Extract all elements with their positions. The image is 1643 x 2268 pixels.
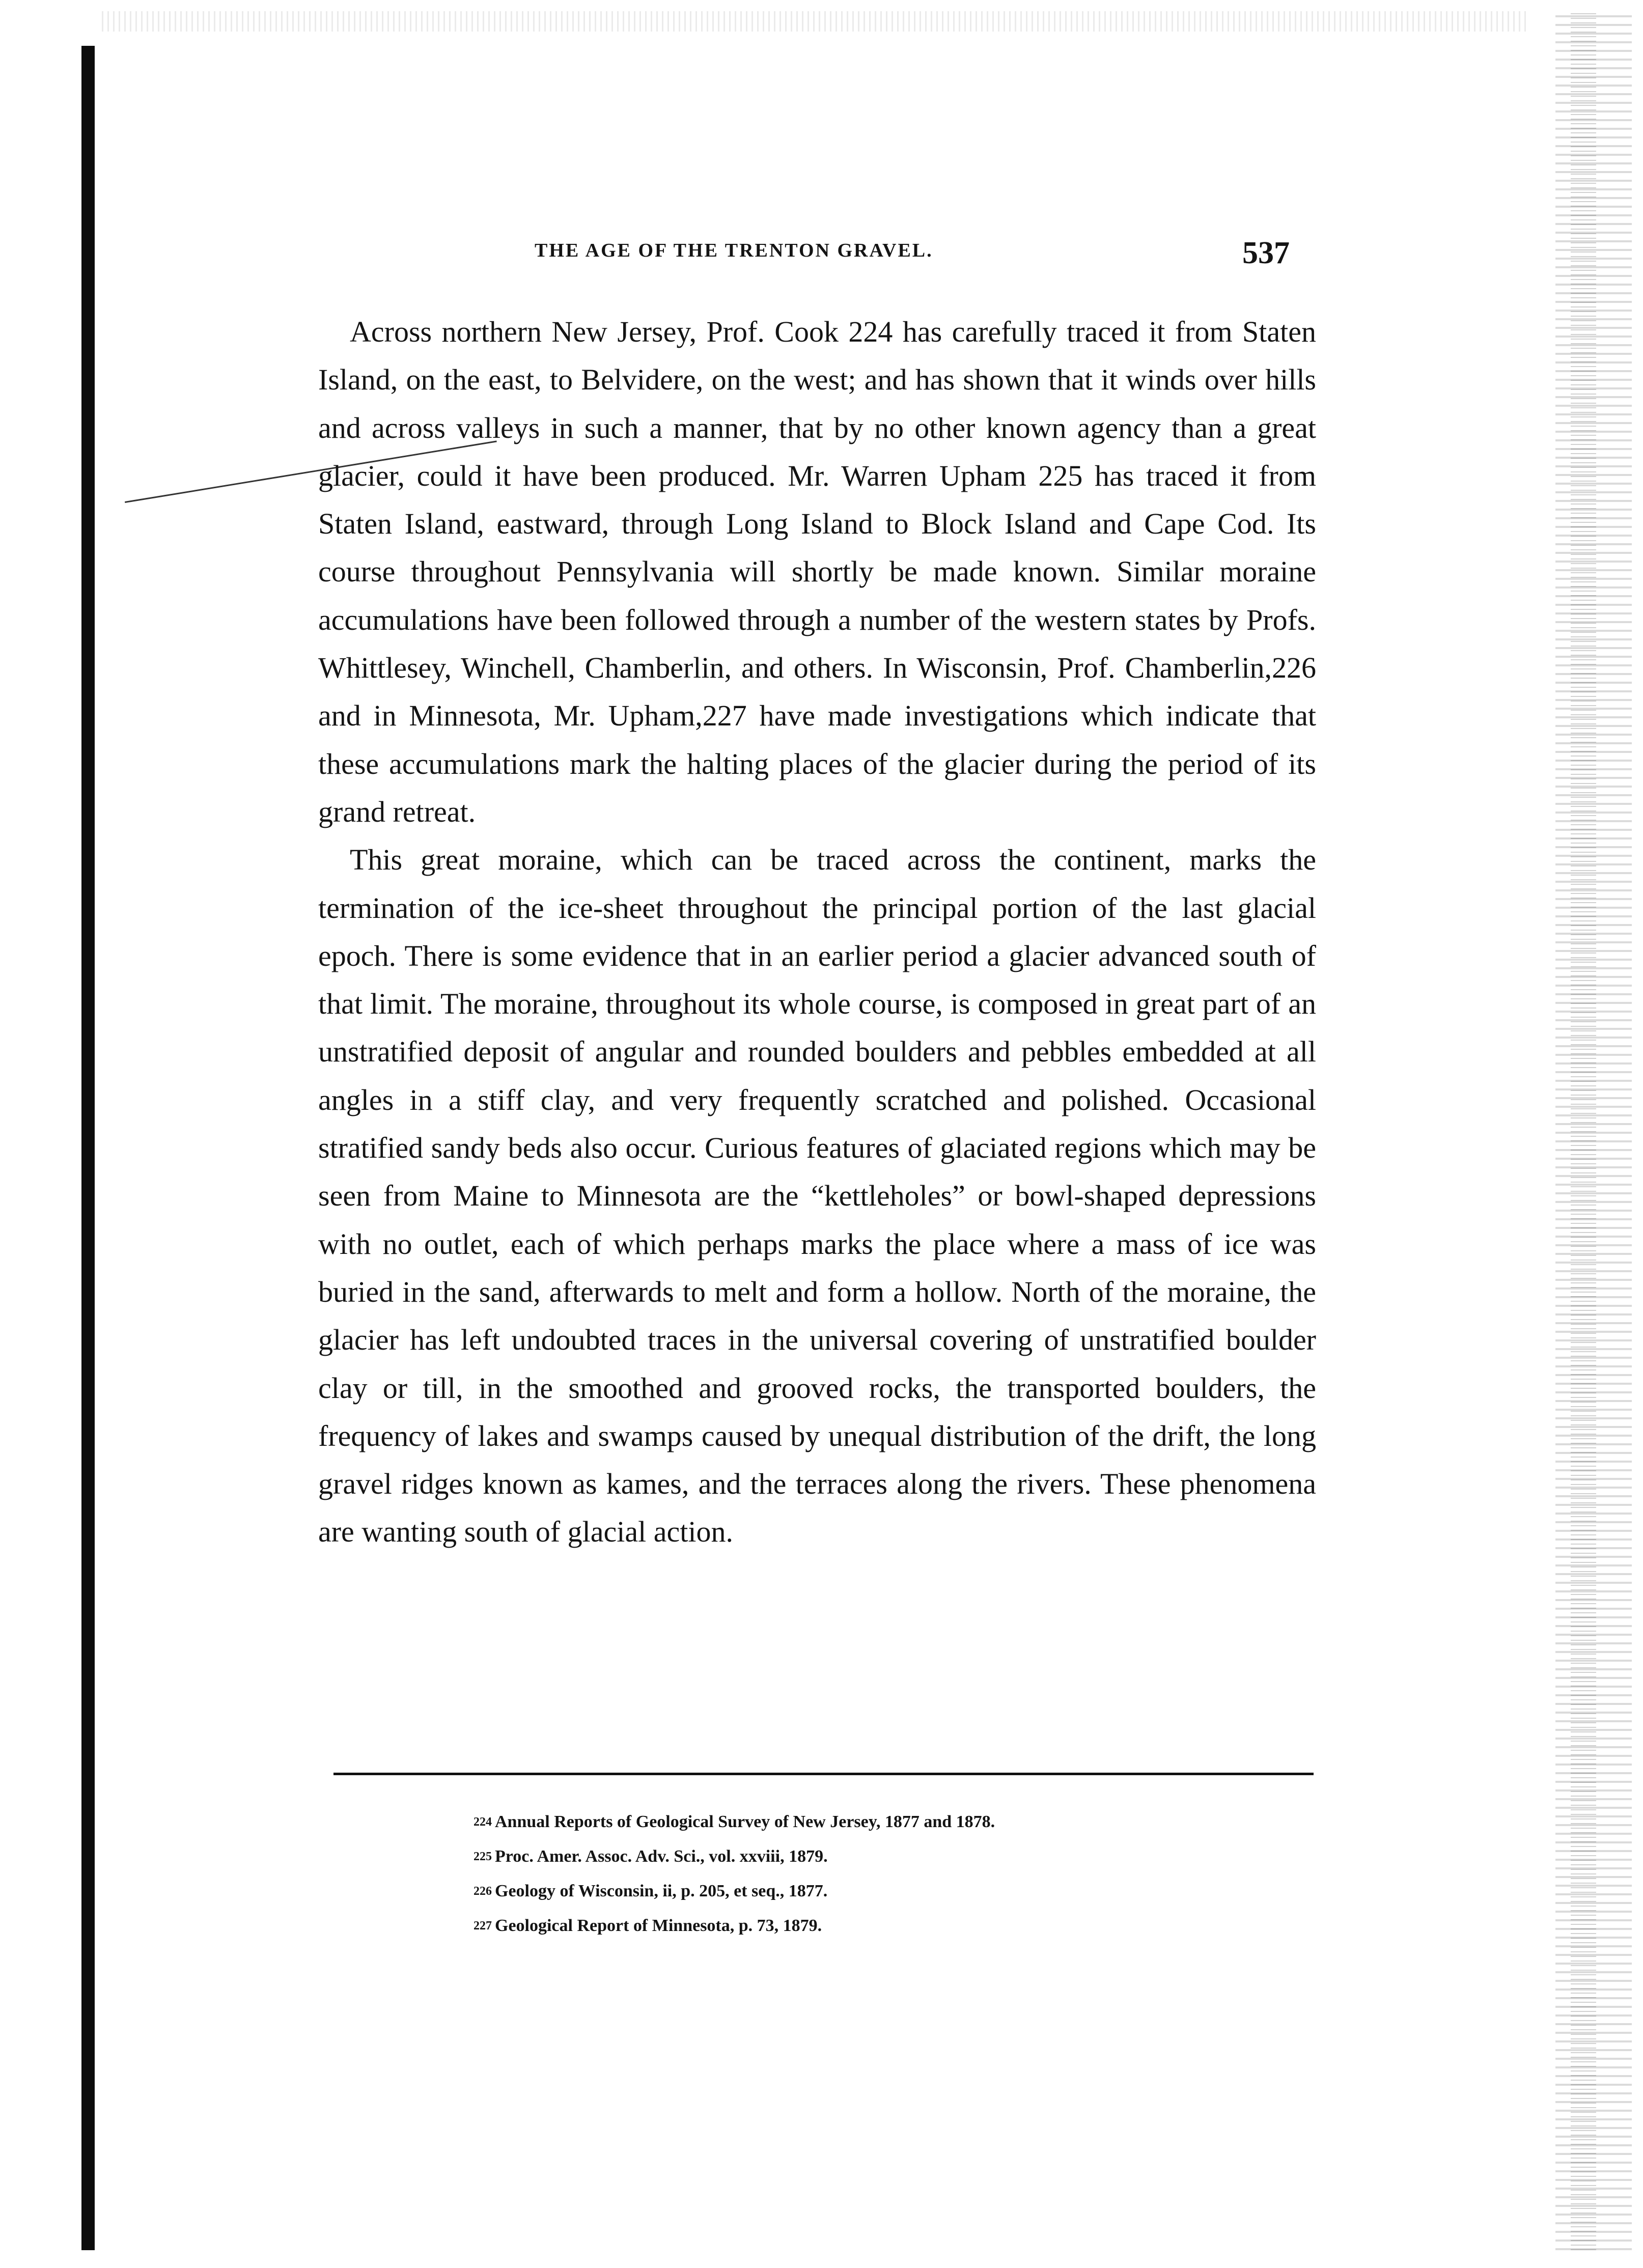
- page-top-edge: [102, 11, 1527, 32]
- paragraph: This great moraine, which can be traced across the continent, marks the termination of the ice-sheet throughout the principal portion of the last glacial epoch. There is some evidence that in an earlier period a glacier advanced south of that limit. The moraine, throughout its whole course, is composed in great part of an unstratified deposit of angular and rounded boulders and pebbles embedded at all angles in a stiff clay, and very frequently scratched and polished. Occasional stratified sandy beds also occur. Curious features of glaciated regions which may be seen from Maine to Minnesota are the “kettleholes” or bowl-shaped depressions with no outlet, each of which perhaps marks the place where a mass of ice was buried in the sand, afterwards to melt and form a hollow. North of the moraine, the glacier has left undoubted traces in the universal covering of unstratified boulder clay or till, in the smoothed and grooved rocks, the transported boulders, the frequency of lakes and swamps caused by unequal distribution of the drift, the long gravel ridges known as kames, and the terraces along the rivers. These phenomena are wanting south of glacial action.: [318, 843, 1316, 1549]
- footnote-mark: 227: [474, 1919, 492, 1933]
- body-text: [318, 308, 1316, 1556]
- page-header: [535, 236, 1298, 270]
- footnote-mark: 226: [474, 1885, 492, 1898]
- footnote-text: Annual Reports of Geological Survey of New Jersey, 1877 and 1878.: [495, 1812, 995, 1831]
- footnote: [474, 1909, 1314, 1943]
- footnote-text: Proc. Amer. Assoc. Adv. Sci., vol. xxviii, 1879.: [495, 1847, 828, 1866]
- running-title: THE AGE OF THE TRENTON GRAVEL.: [535, 240, 933, 261]
- page-right-edge-inner: [1571, 10, 1596, 2250]
- footnote-rule: [333, 1773, 1314, 1775]
- paragraph: Across northern New Jersey, Prof. Cook 224 has carefully traced it from Staten Island, on the east, to Belvidere, on the west; and has shown that it winds over hills and across valleys in such a manner, that by no other known agency than a great glacier, could it have been produced. Mr. Warren Upham 225 has traced it from Staten Island, eastward, through Long Island to Block Island and Cape Cod. Its course throughout Pennsylvania will shortly be made known. Similar moraine accumulations have been followed through a number of the western states by Profs. Whittlesey, Winchell, Chamberlin, and others. In Wisconsin, Prof. Chamberlin,226 and in Minnesota, Mr. Upham,227 have made investigations which indicate that these accumulations mark the halting places of the glacier during the period of its grand retreat.: [318, 315, 1316, 828]
- footnote-mark: 225: [474, 1850, 492, 1863]
- footnote-text: Geological Report of Minnesota, p. 73, 1879.: [495, 1916, 822, 1935]
- footnote-text: Geology of Wisconsin, ii, p. 205, et seq., 1877.: [495, 1882, 828, 1900]
- footnote: [474, 1839, 1314, 1874]
- binding-edge: [81, 46, 95, 2250]
- footnotes: [474, 1805, 1314, 1943]
- footnote: [474, 1874, 1314, 1909]
- footnote-mark: 224: [474, 1815, 492, 1829]
- footnote: [474, 1805, 1314, 1839]
- page-number: 537: [1242, 236, 1290, 270]
